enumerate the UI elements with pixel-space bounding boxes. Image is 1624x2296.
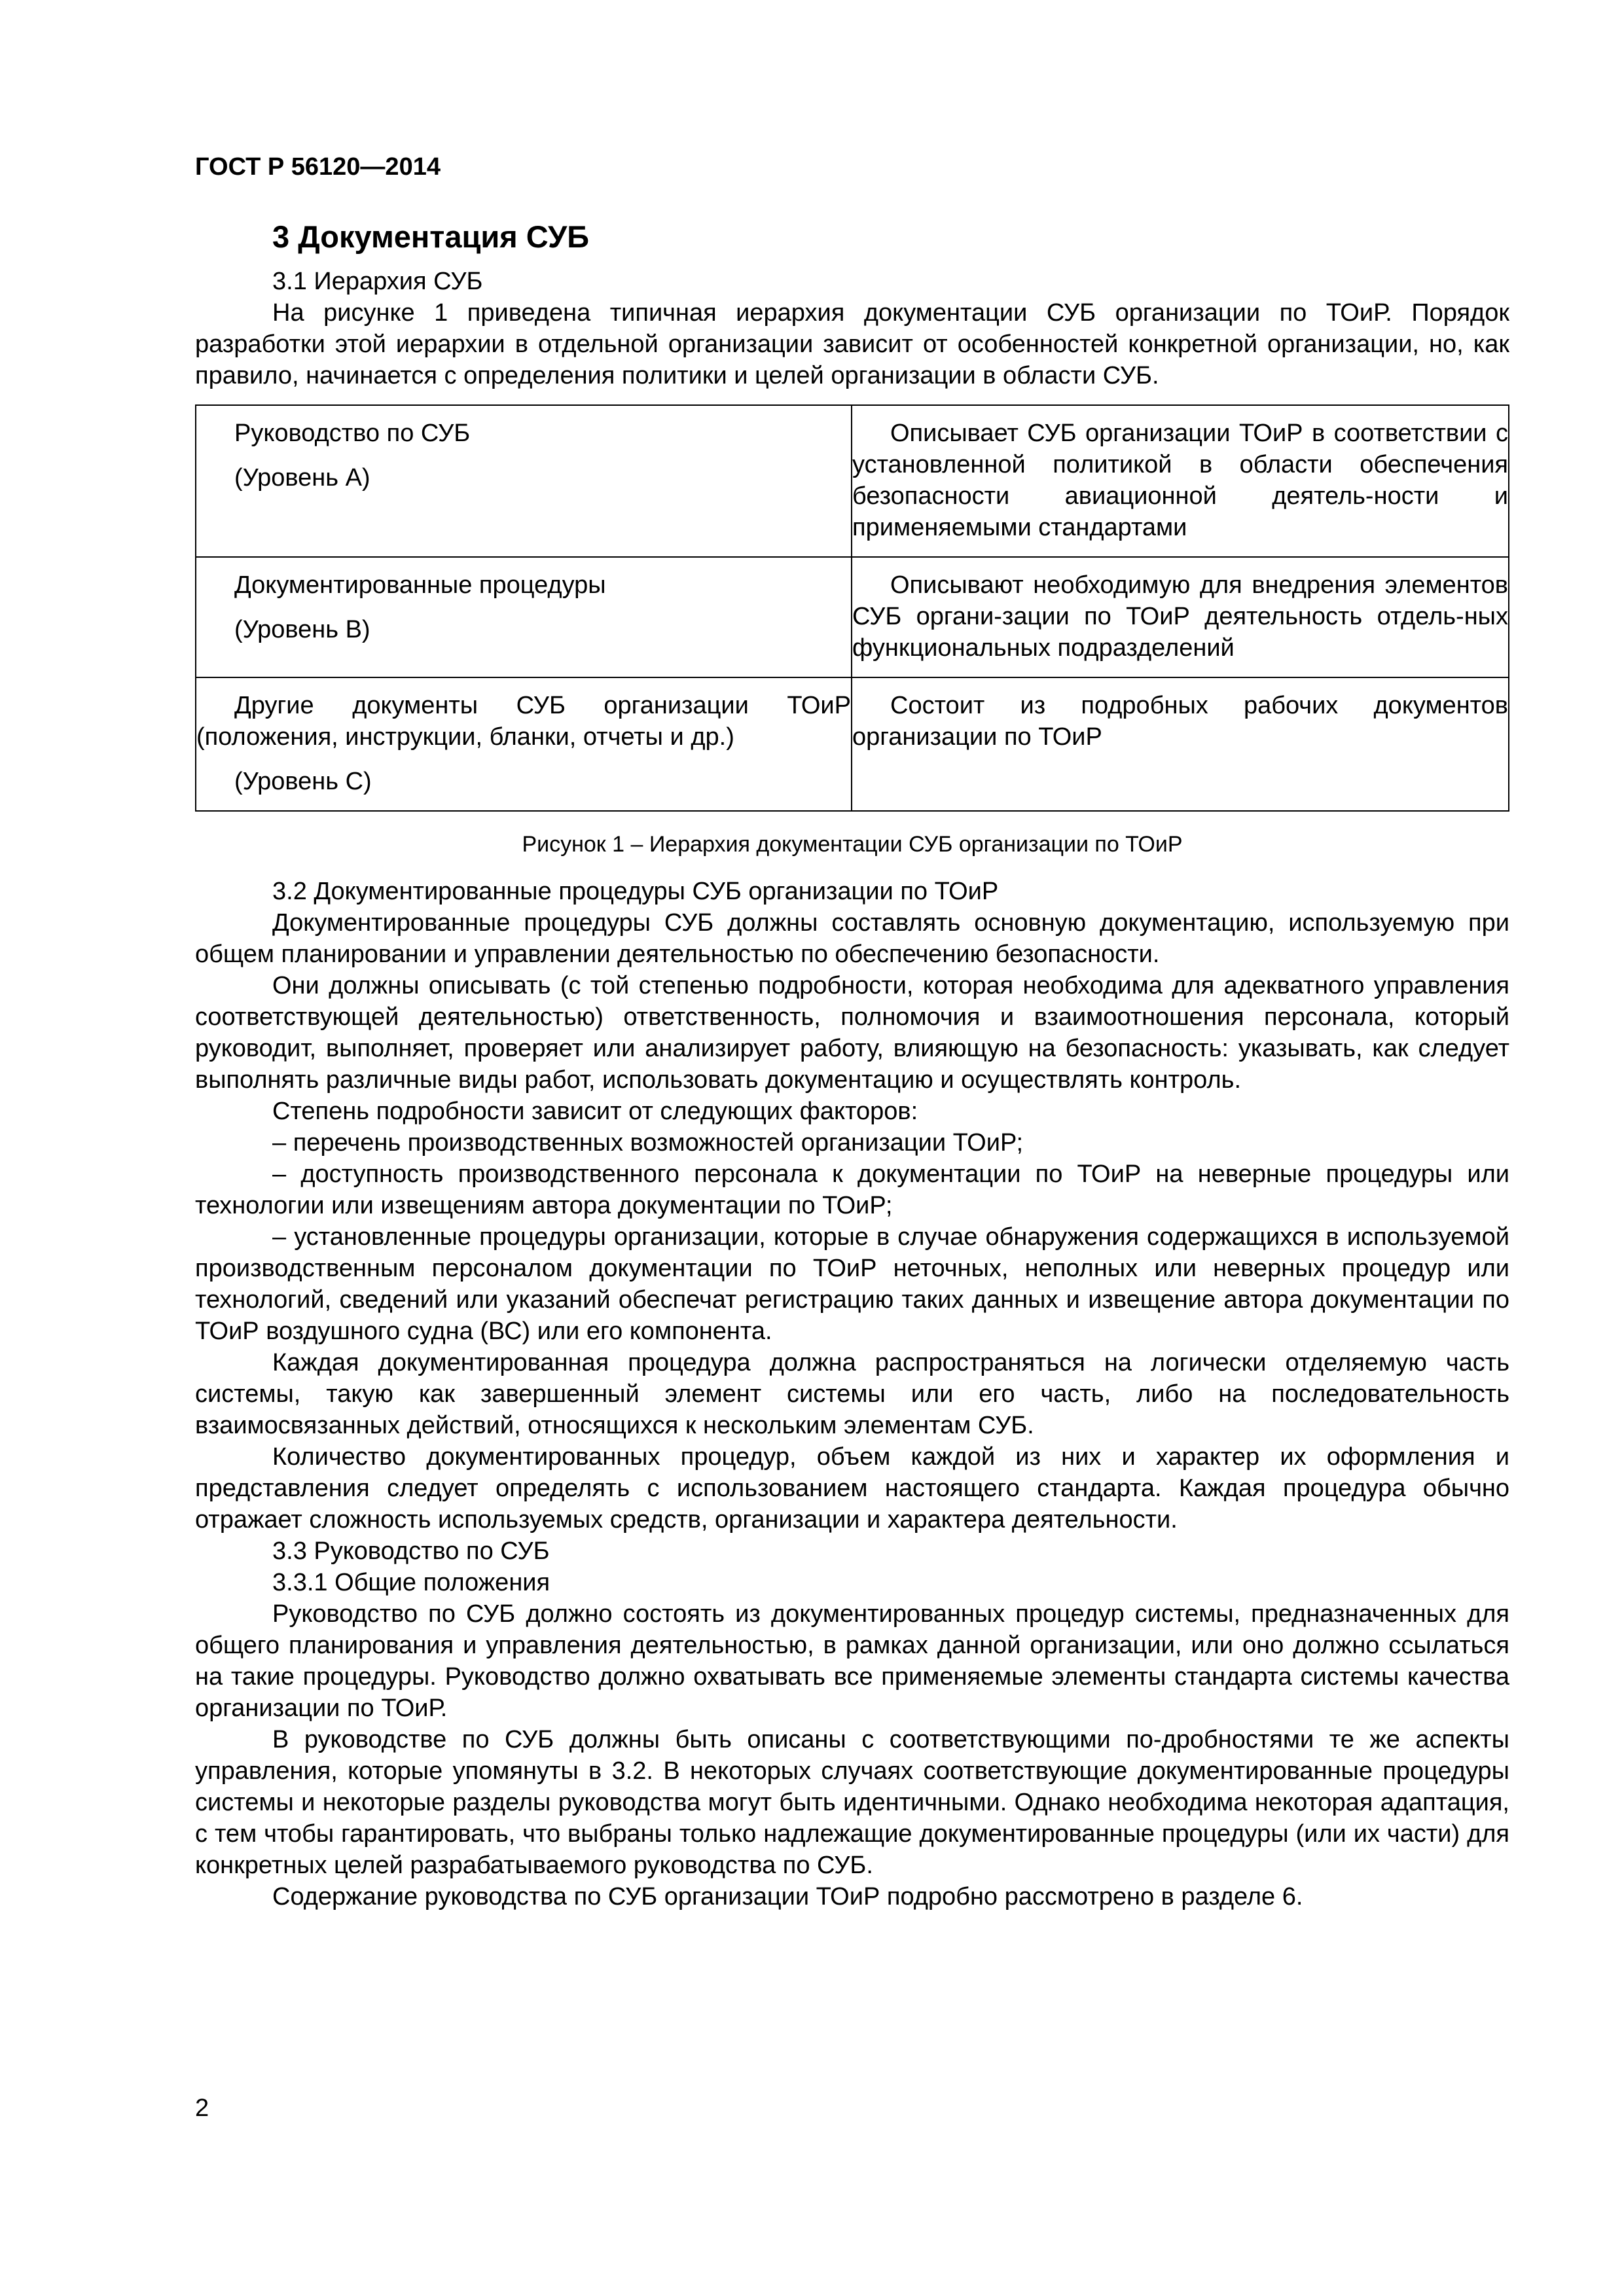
paragraph: Каждая документированная процедура должна распространяться на логически отделяемую часть системы, такую как завершенный элемент системы или его часть, либо на последовательность взаимосвязанных действий, относящихся к нескольким элементам СУБ. [195,1349,1509,1439]
table-cell-name [196,557,852,677]
paragraph: Количество документированных процедур, объем каждой из них и характер их оформления и представления следует определять с использованием настоящего стандарта. Каждая процедура обычно отражает сложность используемых средств, организации и характера деятельности. [195,1443,1509,1534]
list-item: – перечень производственных возможностей организации ТОиР; [272,1129,1024,1157]
table-cell-name [196,405,852,557]
document-level: (Уровень А) [234,464,370,492]
subsection-heading-3-2: 3.2 Документированные процедуры СУБ организации по ТОиР [272,878,999,905]
list-item: – доступность производственного персонала к документации по ТОиР на неверные процедуры или технологии или извещениям автора документации по ТОиР; [195,1160,1509,1219]
subsection-heading-3-1: 3.1 Иерархия СУБ [272,268,483,295]
paragraph: Документированные процедуры СУБ должны составлять основную документацию, используемую при общем планировании и управлении деятельностью по обеспечению безопасности. [195,909,1509,968]
paragraph: На рисунке 1 приведена типичная иерархия документации СУБ организации по ТОиР. Порядок разработки этой иерархии в отдельной организации зависит от особенностей конкретной организации, но, как правило, начинается с определения политики и целей организации в области СУБ. [195,299,1509,389]
table-row [196,557,1509,677]
table-row [196,677,1509,811]
subsection-heading-3-3: 3.3 Руководство по СУБ [272,1537,550,1565]
document-description: Описывают необходимую для внедрения элементов СУБ органи-зации по ТОиР деятельность отдель-ных функциональных подразделений [852,571,1508,662]
page-number: 2 [195,2094,209,2122]
document-name: Документированные процедуры [234,571,606,599]
page-content [195,211,1509,1912]
paragraph: Степень подробности зависит от следующих факторов: [272,1098,918,1125]
table-cell-description [852,405,1509,557]
hierarchy-table [195,404,1509,812]
paragraph: В руководстве по СУБ должны быть описаны с соответствующими по-дробностями те же аспекты управления, которые упомянуты в 3.2. В некоторых случаях соответствующие документированные процедуры системы и некоторые разделы руководства могут быть идентичными. Однако необходима некоторая адаптация, с тем чтобы гарантировать, что выбраны только надлежащие документированные процедуры (или их части) для конкретных целей разрабатываемого руководства по СУБ. [195,1726,1509,1879]
document-description: Состоит из подробных рабочих документов организации по ТОиР [852,692,1508,751]
subsection-heading-3-3-1: 3.3.1 Общие положения [272,1569,550,1596]
document-level: (Уровень С) [234,768,372,795]
paragraph: Руководство по СУБ должно состоять из документированных процедур системы, предназначенных для общего планирования и управления деятельностью, в рамках данной организации, или оно должно ссылаться на такие процедуры. Руководство должно охватывать все применяемые элементы стандарта системы качества организации по ТОиР. [195,1600,1509,1722]
document-description: Описывает СУБ организации ТОиР в соответствии с установленной политикой в области обеспечения безопасности авиационной деятель-ности и применяемыми стандартами [852,420,1508,541]
document-name: Другие документы СУБ организации ТОиР (положения, инструкции, бланки, отчеты и др.) [196,692,851,751]
section-title: 3 Документация СУБ [272,219,590,254]
document-name: Руководство по СУБ [234,420,471,447]
table-row [196,405,1509,557]
list-item: – установленные процедуры организации, которые в случае обнаружения содержащихся в используемой производственным персоналом документации по ТОиР неточных, неполных или неверных процедур или технологий, сведений или указаний обеспечат регистрацию таких данных и извещение автора документации по ТОиР воздушного судна (ВС) или его компонента. [195,1223,1509,1345]
table-cell-description [852,677,1509,811]
figure-caption: Рисунок 1 – Иерархия документации СУБ организации по ТОиР [522,832,1183,857]
table-cell-description [852,557,1509,677]
document-level: (Уровень В) [234,616,370,643]
table-cell-name [196,677,852,811]
paragraph: Содержание руководства по СУБ организации ТОиР подробно рассмотрено в разделе 6. [272,1883,1303,1910]
paragraph: Они должны описывать (с той степенью подробности, которая необходима для адекватного управления соответствующей деятельностью) ответственность, полномочия и взаимоотношения персонала, который руководит, выполняет, проверяет или анализирует работу, влияющую на безопасность: указывать, как следует выполнять различные виды работ, использовать документацию и осуществлять контроль. [195,972,1509,1094]
document-header: ГОСТ Р 56120—2014 [195,153,441,181]
